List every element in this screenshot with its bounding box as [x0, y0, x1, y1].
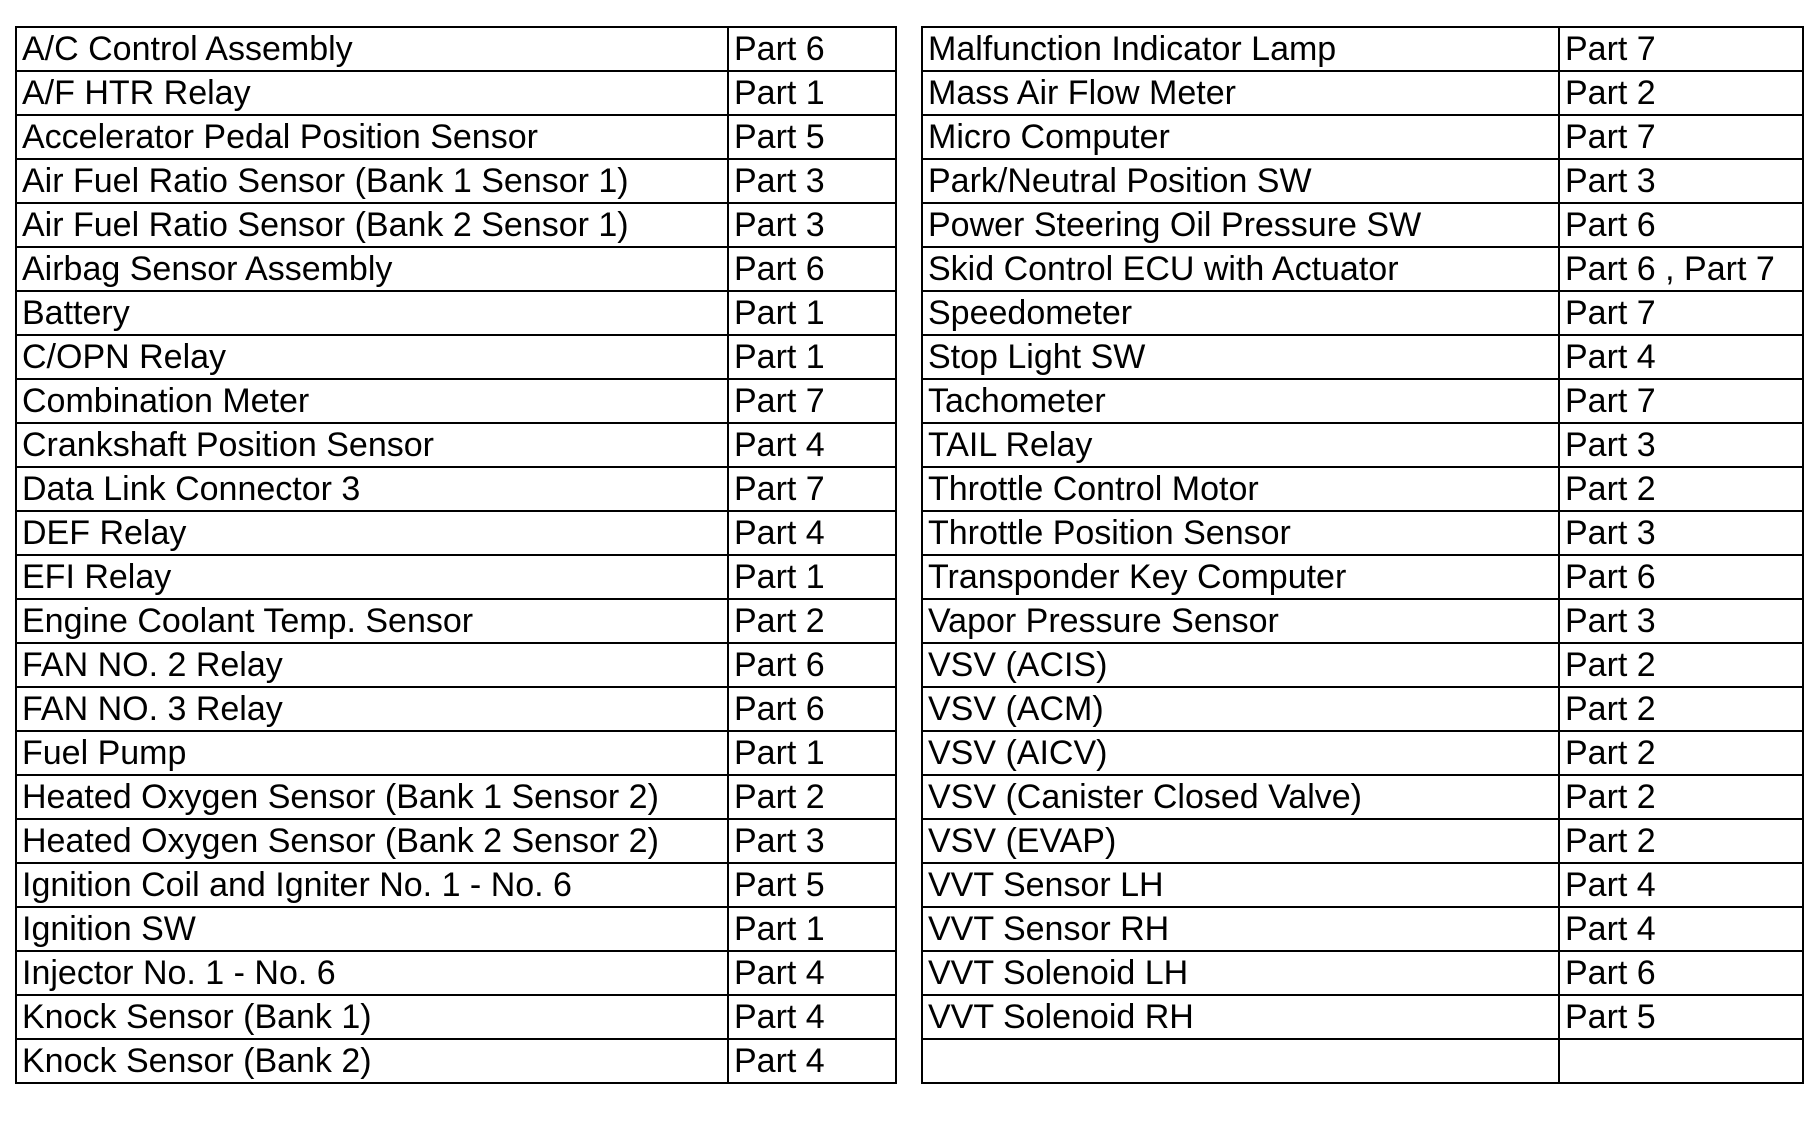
right-component-name: Power Steering Oil Pressure SW	[922, 203, 1559, 247]
left-component-name: DEF Relay	[16, 511, 728, 555]
left-part-ref: Part 1	[728, 907, 896, 951]
column-gap	[896, 467, 922, 511]
table-row	[16, 1039, 1803, 1083]
right-part-ref: Part 4	[1559, 907, 1803, 951]
left-component-name: Knock Sensor (Bank 2)	[16, 1039, 728, 1083]
left-part-ref: Part 4	[728, 511, 896, 555]
right-part-ref: Part 2	[1559, 687, 1803, 731]
left-part-ref: Part 5	[728, 863, 896, 907]
column-gap	[896, 423, 922, 467]
table-row	[16, 863, 1803, 907]
left-part-ref: Part 1	[728, 291, 896, 335]
left-component-name: Battery	[16, 291, 728, 335]
left-part-ref: Part 7	[728, 379, 896, 423]
left-part-ref: Part 2	[728, 599, 896, 643]
right-part-ref: Part 7	[1559, 379, 1803, 423]
left-component-name: A/C Control Assembly	[16, 27, 728, 71]
left-component-name: Knock Sensor (Bank 1)	[16, 995, 728, 1039]
left-part-ref: Part 3	[728, 819, 896, 863]
right-component-name: Throttle Control Motor	[922, 467, 1559, 511]
right-component-name: Malfunction Indicator Lamp	[922, 27, 1559, 71]
left-part-ref: Part 6	[728, 643, 896, 687]
right-component-name: VSV (EVAP)	[922, 819, 1559, 863]
left-part-ref: Part 1	[728, 71, 896, 115]
table-row	[16, 775, 1803, 819]
right-part-ref: Part 2	[1559, 731, 1803, 775]
column-gap	[896, 115, 922, 159]
left-part-ref: Part 3	[728, 203, 896, 247]
left-part-ref: Part 4	[728, 423, 896, 467]
column-gap	[896, 203, 922, 247]
column-gap	[896, 27, 922, 71]
table-row	[16, 687, 1803, 731]
right-part-ref: Part 3	[1559, 599, 1803, 643]
column-gap	[896, 599, 922, 643]
table-row	[16, 159, 1803, 203]
right-component-name: Micro Computer	[922, 115, 1559, 159]
right-component-name: Tachometer	[922, 379, 1559, 423]
column-gap	[896, 819, 922, 863]
right-component-name: Vapor Pressure Sensor	[922, 599, 1559, 643]
table-row	[16, 907, 1803, 951]
left-component-name: A/F HTR Relay	[16, 71, 728, 115]
left-part-ref: Part 4	[728, 995, 896, 1039]
table-row	[16, 511, 1803, 555]
left-component-name: Air Fuel Ratio Sensor (Bank 2 Sensor 1)	[16, 203, 728, 247]
table-row	[16, 247, 1803, 291]
column-gap	[896, 731, 922, 775]
left-part-ref: Part 4	[728, 1039, 896, 1083]
right-part-ref: Part 3	[1559, 511, 1803, 555]
table-row	[16, 71, 1803, 115]
right-component-name: VSV (AICV)	[922, 731, 1559, 775]
right-part-ref: Part 7	[1559, 115, 1803, 159]
left-component-name: EFI Relay	[16, 555, 728, 599]
column-gap	[896, 511, 922, 555]
right-part-ref: Part 2	[1559, 71, 1803, 115]
table-row	[16, 643, 1803, 687]
left-component-name: Combination Meter	[16, 379, 728, 423]
column-gap	[896, 1039, 922, 1083]
table-row	[16, 27, 1803, 71]
column-gap	[896, 379, 922, 423]
table-row	[16, 819, 1803, 863]
table-row	[16, 467, 1803, 511]
right-component-name: VSV (Canister Closed Valve)	[922, 775, 1559, 819]
column-gap	[896, 863, 922, 907]
left-component-name: Accelerator Pedal Position Sensor	[16, 115, 728, 159]
left-component-name: FAN NO. 2 Relay	[16, 643, 728, 687]
left-part-ref: Part 5	[728, 115, 896, 159]
left-component-name: Heated Oxygen Sensor (Bank 1 Sensor 2)	[16, 775, 728, 819]
left-part-ref: Part 1	[728, 335, 896, 379]
column-gap	[896, 159, 922, 203]
component-index-table	[15, 26, 1804, 1084]
column-gap	[896, 247, 922, 291]
left-component-name: Ignition Coil and Igniter No. 1 - No. 6	[16, 863, 728, 907]
column-gap	[896, 907, 922, 951]
left-component-name: FAN NO. 3 Relay	[16, 687, 728, 731]
table-row	[16, 599, 1803, 643]
right-component-name: VVT Solenoid RH	[922, 995, 1559, 1039]
column-gap	[896, 687, 922, 731]
index-table-container	[15, 26, 1804, 1084]
left-component-name: C/OPN Relay	[16, 335, 728, 379]
right-part-ref: Part 4	[1559, 335, 1803, 379]
table-row	[16, 115, 1803, 159]
table-row	[16, 423, 1803, 467]
left-component-name: Airbag Sensor Assembly	[16, 247, 728, 291]
left-part-ref: Part 2	[728, 775, 896, 819]
table-row	[16, 731, 1803, 775]
left-component-name: Crankshaft Position Sensor	[16, 423, 728, 467]
right-part-ref: Part 2	[1559, 643, 1803, 687]
right-part-ref: Part 7	[1559, 291, 1803, 335]
column-gap	[896, 71, 922, 115]
right-component-name: Stop Light SW	[922, 335, 1559, 379]
table-row	[16, 203, 1803, 247]
right-component-name: TAIL Relay	[922, 423, 1559, 467]
left-part-ref: Part 3	[728, 159, 896, 203]
left-component-name: Data Link Connector 3	[16, 467, 728, 511]
column-gap	[896, 291, 922, 335]
right-part-ref: Part 7	[1559, 27, 1803, 71]
table-body	[16, 27, 1803, 1083]
left-part-ref: Part 4	[728, 951, 896, 995]
right-part-ref: Part 4	[1559, 863, 1803, 907]
left-component-name: Heated Oxygen Sensor (Bank 2 Sensor 2)	[16, 819, 728, 863]
left-part-ref: Part 6	[728, 247, 896, 291]
left-part-ref: Part 6	[728, 27, 896, 71]
left-part-ref: Part 6	[728, 687, 896, 731]
right-component-name: Mass Air Flow Meter	[922, 71, 1559, 115]
right-part-ref: Part 6 , Part 7	[1559, 247, 1803, 291]
right-component-name: Skid Control ECU with Actuator	[922, 247, 1559, 291]
right-part-ref: Part 6	[1559, 203, 1803, 247]
right-component-name: Throttle Position Sensor	[922, 511, 1559, 555]
left-part-ref: Part 1	[728, 555, 896, 599]
right-component-name: VSV (ACM)	[922, 687, 1559, 731]
column-gap	[896, 335, 922, 379]
right-component-name: Transponder Key Computer	[922, 555, 1559, 599]
table-row	[16, 555, 1803, 599]
left-part-ref: Part 1	[728, 731, 896, 775]
right-part-ref	[1559, 1039, 1803, 1083]
left-component-name: Air Fuel Ratio Sensor (Bank 1 Sensor 1)	[16, 159, 728, 203]
right-part-ref: Part 6	[1559, 555, 1803, 599]
right-part-ref: Part 2	[1559, 819, 1803, 863]
left-component-name: Injector No. 1 - No. 6	[16, 951, 728, 995]
right-component-name: VVT Solenoid LH	[922, 951, 1559, 995]
right-part-ref: Part 6	[1559, 951, 1803, 995]
right-component-name: VSV (ACIS)	[922, 643, 1559, 687]
right-component-name: Park/Neutral Position SW	[922, 159, 1559, 203]
column-gap	[896, 555, 922, 599]
left-component-name: Ignition SW	[16, 907, 728, 951]
right-part-ref: Part 2	[1559, 775, 1803, 819]
column-gap	[896, 995, 922, 1039]
column-gap	[896, 643, 922, 687]
left-component-name: Fuel Pump	[16, 731, 728, 775]
column-gap	[896, 951, 922, 995]
column-gap	[896, 775, 922, 819]
right-part-ref: Part 3	[1559, 423, 1803, 467]
table-row	[16, 379, 1803, 423]
table-row	[16, 291, 1803, 335]
right-part-ref: Part 5	[1559, 995, 1803, 1039]
right-component-name: Speedometer	[922, 291, 1559, 335]
table-row	[16, 951, 1803, 995]
left-part-ref: Part 7	[728, 467, 896, 511]
right-part-ref: Part 3	[1559, 159, 1803, 203]
right-component-name: VVT Sensor LH	[922, 863, 1559, 907]
right-component-name: VVT Sensor RH	[922, 907, 1559, 951]
right-component-name	[922, 1039, 1559, 1083]
left-component-name: Engine Coolant Temp. Sensor	[16, 599, 728, 643]
table-row	[16, 335, 1803, 379]
table-row	[16, 995, 1803, 1039]
right-part-ref: Part 2	[1559, 467, 1803, 511]
